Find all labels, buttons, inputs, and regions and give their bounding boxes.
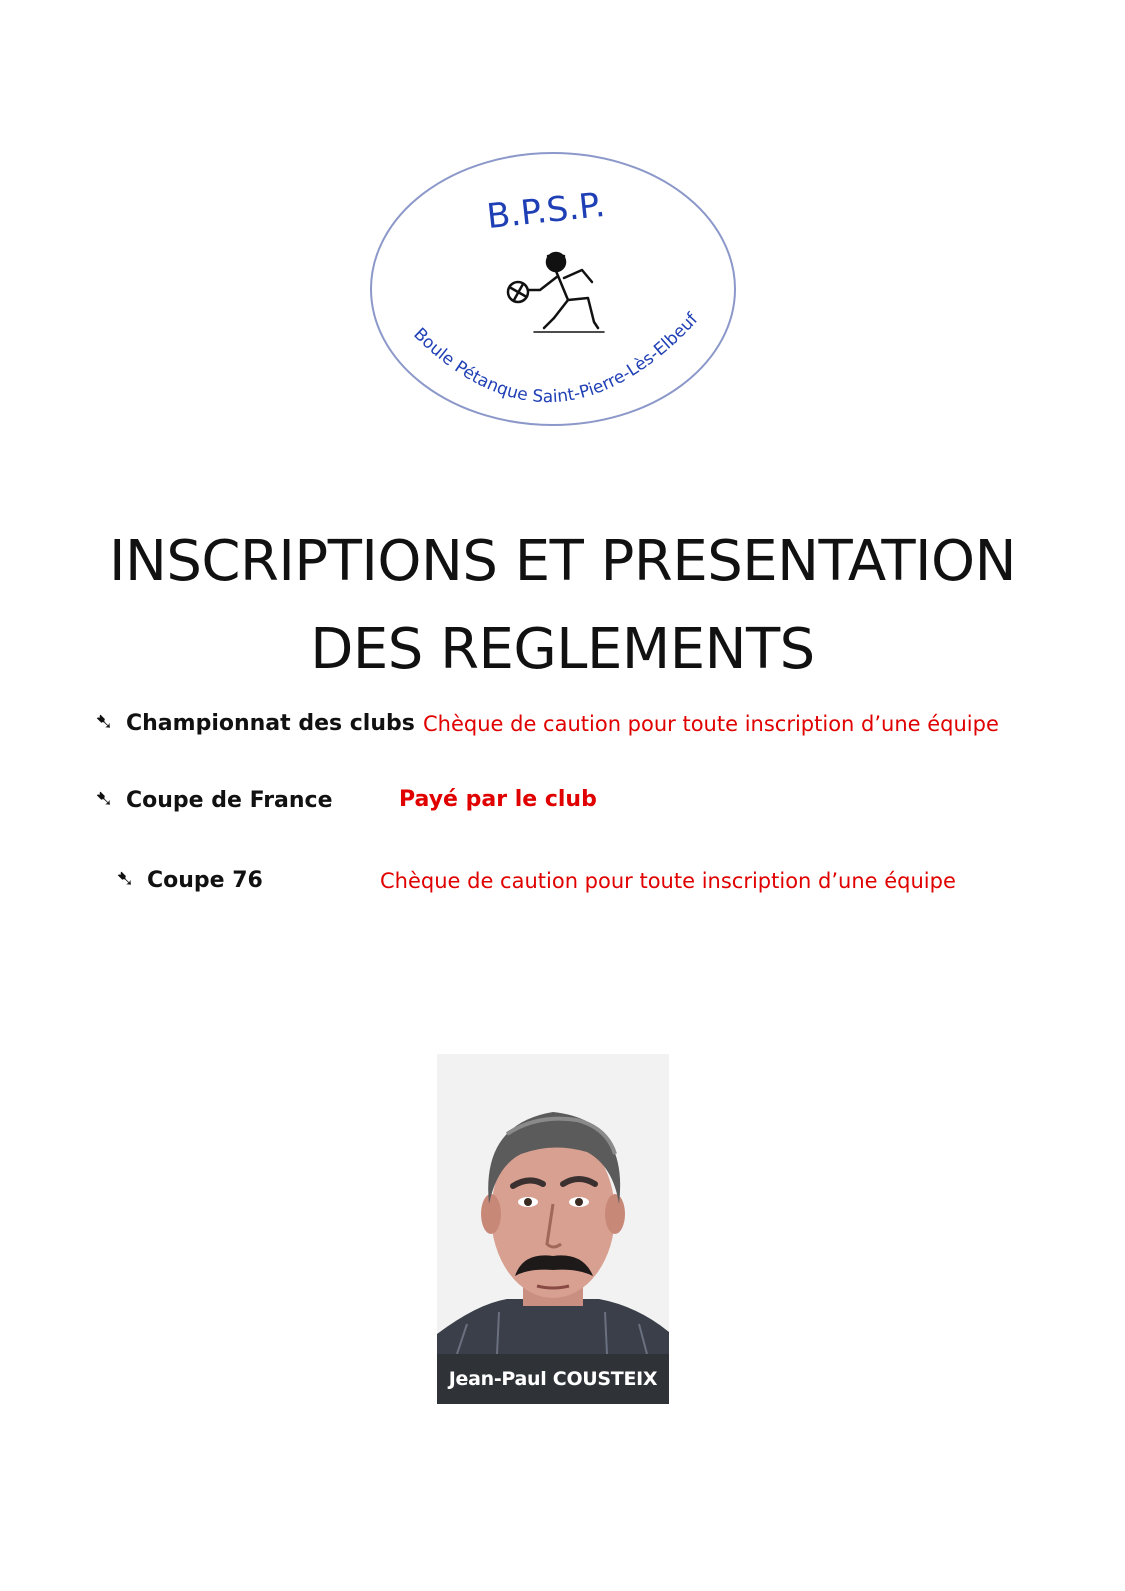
club-logo bbox=[368, 150, 738, 428]
arrow-icon: ➷ bbox=[95, 710, 114, 735]
portrait-caption: Jean-Paul COUSTEIX bbox=[437, 1354, 669, 1404]
reglement-name: Coupe 76 bbox=[147, 868, 263, 893]
logo-club-name: Boule Pétanque Saint-Pierre-Lès-Elbeuf bbox=[409, 309, 703, 408]
portrait-photo bbox=[437, 1054, 669, 1404]
reglement-name: Championnat des clubs bbox=[126, 711, 415, 736]
reglement-note: Chèque de caution pour toute inscription d’une équipe bbox=[423, 712, 999, 736]
club-logo-graphic bbox=[368, 150, 738, 428]
portrait-image bbox=[437, 1054, 669, 1354]
logo-acronym: B.P.S.P. bbox=[484, 184, 607, 238]
reglement-note: Chèque de caution pour toute inscription d’une équipe bbox=[380, 869, 956, 893]
reglement-name: Coupe de France bbox=[126, 788, 333, 813]
reglement-note: Payé par le club bbox=[399, 787, 597, 812]
page-title-line-2: DES REGLEMENTS bbox=[310, 617, 815, 682]
page-title-line-1: INSCRIPTIONS ET PRESENTATION bbox=[108, 529, 1017, 594]
arrow-icon: ➷ bbox=[116, 867, 135, 892]
arrow-icon: ➷ bbox=[95, 787, 114, 812]
